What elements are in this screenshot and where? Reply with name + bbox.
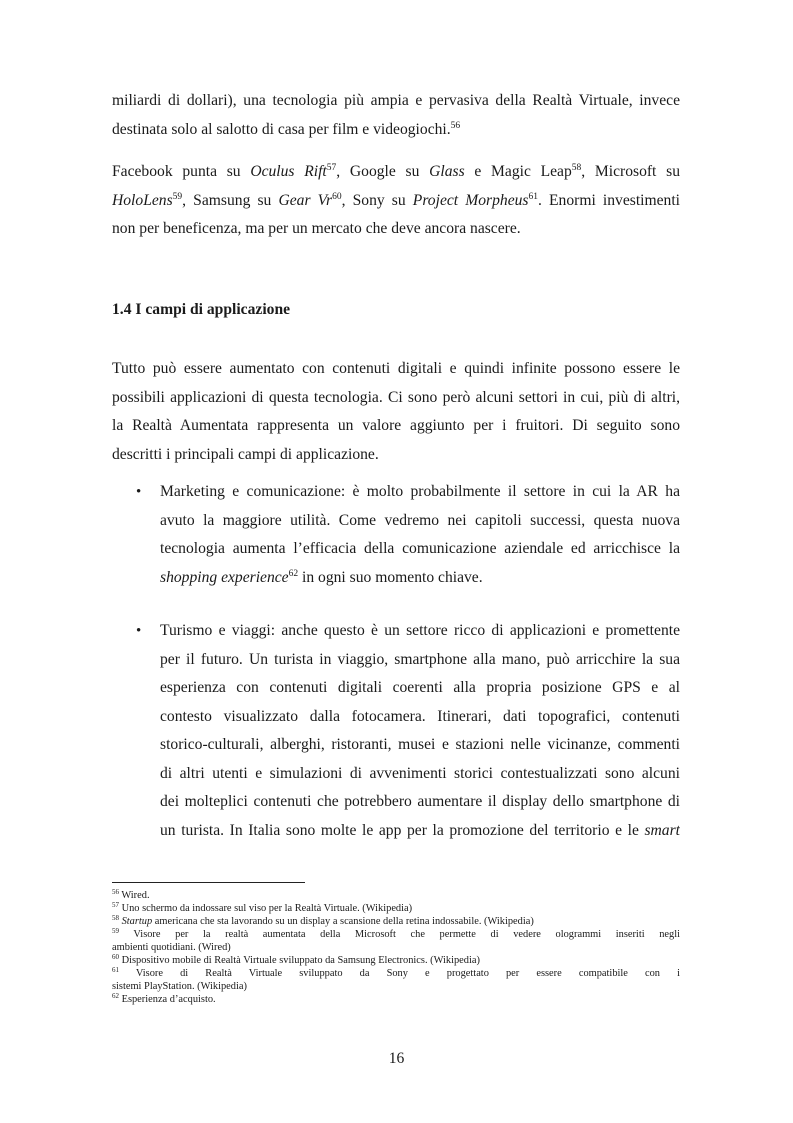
text-line: [112, 158, 680, 187]
text-line: [112, 187, 680, 216]
text-span: , Samsung su: [182, 191, 279, 209]
footnote-ref[interactable]: 60: [332, 191, 342, 202]
footnote-text-italic: Startup: [119, 916, 153, 927]
text-line: per il futuro. Un turista in viaggio, smartphone alla mano, può arricchire la sua: [160, 650, 680, 668]
footnote-text: Dispositivo mobile di Realtà Virtuale sviluppato da Samsung Electronics. (Wikipedia): [119, 955, 480, 966]
paragraph-companies: [112, 158, 680, 244]
text-line: [160, 564, 680, 593]
product-name: Project Morpheus: [412, 191, 529, 209]
footnote-62: [112, 993, 680, 1006]
footnote-ref[interactable]: 61: [528, 191, 538, 202]
text-span-italic: smart: [644, 821, 680, 839]
footnote-59-cont: ambienti quotidiani. (Wired): [112, 942, 231, 953]
text-line: possibili applicazioni di questa tecnologia. Ci sono però alcuni settori in cui, più di altri,: [112, 388, 680, 406]
text-span: , Google su: [336, 163, 430, 180]
footnote-ref[interactable]: 58: [571, 163, 582, 173]
text-line: Turismo e viaggi: anche questo è un settore ricco di applicazioni e promettente: [160, 622, 680, 639]
footnote-text: Visore per la realtà aumentata della Microsoft che permette di vedere ologrammi inseriti negli: [119, 929, 680, 940]
text-line: descritti i principali campi di applicazione.: [112, 445, 379, 463]
text-line: [160, 817, 680, 846]
text-span: , Microsoft su: [581, 163, 680, 180]
footnote-ref[interactable]: 59: [172, 191, 183, 202]
footnote-separator: [112, 882, 305, 883]
text-line: Tutto può essere aumentato con contenuti digitali e quindi infinite possono essere le: [112, 360, 680, 377]
footnote-number: 62: [112, 992, 119, 1000]
footnote-number: 56: [112, 888, 119, 896]
paragraph-intro: [112, 355, 680, 469]
bullet-marker: •: [136, 623, 142, 639]
footnote-60: [112, 954, 680, 967]
text-span: un turista. In Italia sono molte le app per la promozione del territorio e le: [160, 821, 645, 839]
product-name: HoloLens: [112, 191, 173, 209]
section-heading: 1.4 I campi di applicazione: [112, 301, 291, 318]
text-span: destinata solo al salotto di casa per film e videogiochi.: [112, 120, 451, 138]
text-line: dei molteplici contenuti che potrebbero aumentare il display dello smartphone di: [160, 793, 680, 810]
footnote-ref[interactable]: 62: [288, 568, 299, 579]
text-span: , Sony su: [341, 191, 413, 209]
product-name: Oculus Rift: [250, 163, 327, 180]
text-line: avuto la maggiore utilità. Come vedremo nei capitoli successi, questa nuova: [160, 511, 680, 529]
footnote-text: Wired.: [119, 890, 150, 901]
footnote-61-cont: sistemi PlayStation. (Wikipedia): [112, 981, 247, 992]
footnote-number: 61: [112, 967, 119, 974]
product-name: Glass: [429, 163, 465, 180]
text-line: di altri utenti e simulazioni di avvenimenti storici contestualizzati sono alcuni: [160, 764, 680, 782]
paragraph-continuation: [112, 87, 680, 144]
product-name: Gear Vr: [278, 191, 333, 209]
text-line: tecnologia aumenta l’efficacia della comunicazione aziendale ed arricchisce la: [160, 540, 680, 557]
text-line: la Realtà Aumentata rappresenta un valore aggiunto per i fruitori. Di seguito sono: [112, 417, 680, 434]
text-line: Marketing e comunicazione: è molto probabilmente il settore in cui la AR ha: [160, 483, 680, 500]
footnote-ref[interactable]: 57: [326, 163, 337, 173]
footnote-text: Esperienza d’acquisto.: [119, 994, 216, 1005]
bullet-marker: •: [136, 484, 142, 500]
footnote-number: 57: [112, 901, 119, 909]
text-span: e Magic Leap: [464, 163, 572, 180]
text-span: Facebook punta su: [112, 163, 251, 180]
text-line: storico-culturali, alberghi, ristoranti, musei e stazioni nelle vicinanze, commenti: [160, 736, 680, 753]
footnote-ref[interactable]: 56: [450, 120, 461, 131]
footnote-text: americana che sta lavorando su un display a scansione della retina indossabile. (Wikipedia): [152, 916, 534, 927]
text-line: contesto visualizzato dalla fotocamera. Itinerari, dati topografici, contenuti: [160, 707, 680, 725]
footnote-58: [112, 915, 680, 928]
footnote-number: 59: [112, 928, 119, 935]
footnote-61: [112, 967, 680, 980]
list-item-turismo: [160, 617, 680, 845]
text-span-italic: shopping experience: [160, 568, 289, 586]
text-line: [112, 116, 680, 145]
footnote-57: [112, 902, 680, 915]
footnote-text: Visore di Realtà Virtuale sviluppato da Sony e progettato per essere compatibile con i: [119, 968, 680, 979]
footnote-text: Uno schermo da indossare sul viso per la Realtà Virtuale. (Wikipedia): [119, 903, 413, 914]
footnote-59: [112, 928, 680, 941]
text-line: non per beneficenza, ma per un mercato che deve ancora nascere.: [112, 220, 521, 237]
text-line: miliardi di dollari), una tecnologia più ampia e pervasiva della Realtà Virtuale, invece: [112, 92, 680, 109]
text-span: . Enormi investimenti: [537, 191, 680, 209]
page-number: 16: [388, 1050, 405, 1067]
list-item-marketing: [160, 478, 680, 592]
footnote-number: 58: [112, 914, 119, 922]
footnote-number: 60: [112, 953, 119, 961]
text-line: esperienza con contenuti digitali coerenti alla propria posizione GPS e al: [160, 679, 680, 696]
footnote-56: [112, 889, 680, 902]
footnotes: [112, 889, 680, 1006]
text-span: in ogni suo momento chiave.: [298, 568, 483, 586]
